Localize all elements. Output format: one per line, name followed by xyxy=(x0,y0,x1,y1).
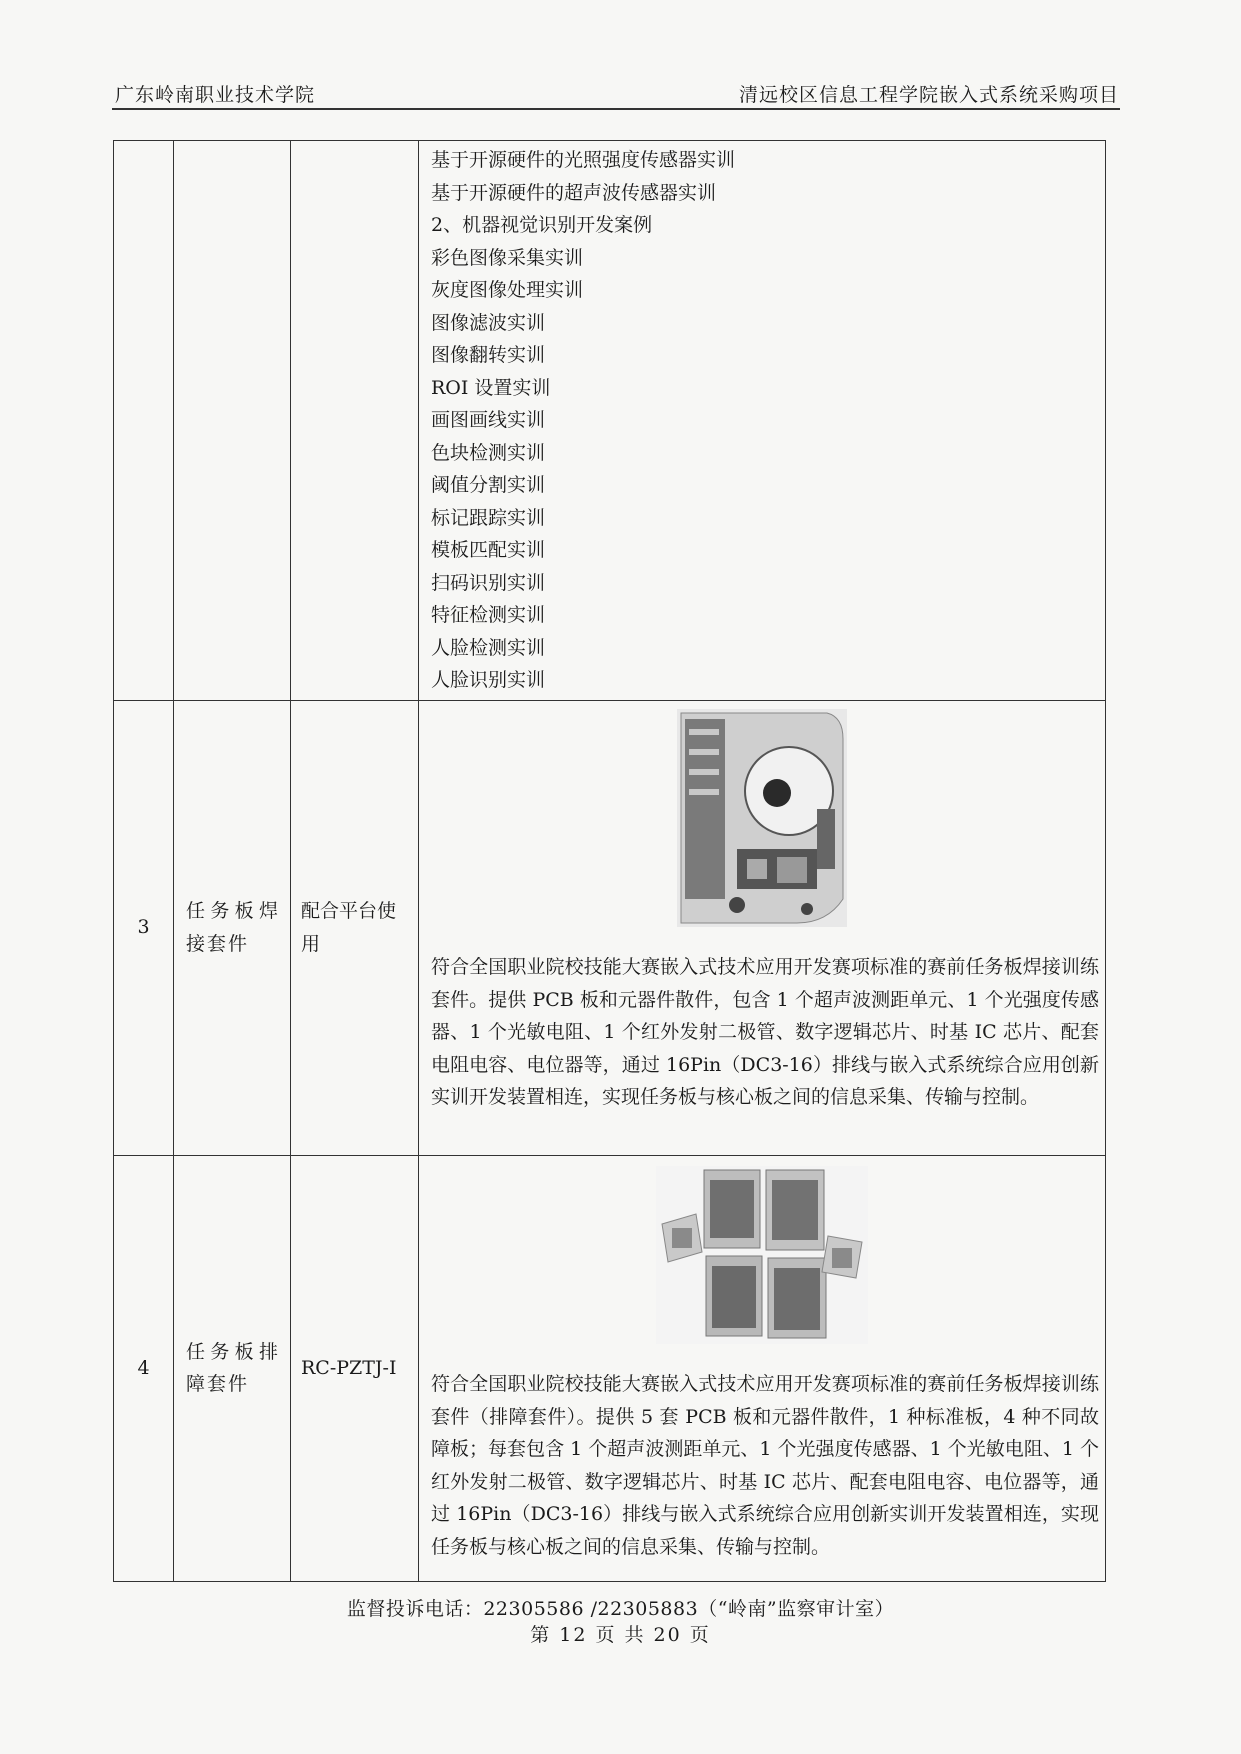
cell-no: 4 xyxy=(114,1155,174,1581)
list-item: 图像翻转实训 xyxy=(431,344,546,366)
cell-description xyxy=(419,141,1106,701)
item-name: 任务板焊接套件 xyxy=(186,900,280,955)
list-item: 彩色图像采集实训 xyxy=(431,246,584,269)
list-item: 灰度图像处理实训 xyxy=(431,279,584,301)
cell-model xyxy=(291,1155,419,1581)
cell-model xyxy=(291,141,419,701)
table-row-continued xyxy=(114,141,1106,701)
page-number: 第 12 页 共 20 页 xyxy=(530,1624,711,1646)
list-item: 人脸识别实训 xyxy=(431,669,546,691)
list-item: 图像滤波实训 xyxy=(431,311,546,334)
welding-kit-image xyxy=(677,709,847,927)
complaint-hotline: 监督投诉电话：22305586 /22305883（“岭南”监察审计室） xyxy=(346,1598,895,1620)
product-photo xyxy=(677,709,847,927)
item-model: RC-PZTJ-I xyxy=(301,1356,397,1379)
table-row xyxy=(114,700,1106,1155)
item-description: 符合全国职业院校技能大赛嵌入式技术应用开发赛项标准的赛前任务板焊接训练套件（排障套件）。提供 5 套 PCB 板和元器件散件，1 种标准板，4 种不同故障板；每套包含 1 个超声波测距单元、1 个光强度传感器、1 个光敏电阻、1 个红外发射二极管、数字逻辑芯片、时基 IC 芯片、配套电阻电容、电位器等，通过 16Pin（DC3-16）排线与嵌入式系统综合应用创新实训开发装置相连，实现任务板与核心板之间的信息采集、传输与控制。 xyxy=(431,1373,1099,1558)
list-item: 画图画线实训 xyxy=(431,409,546,431)
item-model: 配合平台使用 xyxy=(301,900,397,955)
list-item: 2、机器视觉识别开发案例 xyxy=(431,214,653,236)
list-item: 标记跟踪实训 xyxy=(431,506,546,529)
training-list xyxy=(419,141,1105,700)
list-item: 基于开源硬件的光照强度传感器实训 xyxy=(431,149,736,171)
product-photo xyxy=(656,1166,868,1344)
header-school-name: 广东岭南职业技术学院 xyxy=(115,84,316,106)
list-item: ROI 设置实训 xyxy=(431,376,551,399)
troubleshooting-kit-image xyxy=(656,1166,868,1344)
cell-name xyxy=(174,1155,291,1581)
cell-no: 3 xyxy=(114,700,174,1155)
list-item: 扫码识别实训 xyxy=(431,571,546,594)
header-project-title: 清远校区信息工程学院嵌入式系统采购项目 xyxy=(738,84,1119,106)
header-divider xyxy=(112,108,1120,110)
table-row xyxy=(114,1155,1106,1581)
cell-description xyxy=(419,700,1106,1155)
list-item: 特征检测实训 xyxy=(431,604,546,626)
list-item: 阈值分割实训 xyxy=(431,474,546,496)
item-description: 符合全国职业院校技能大赛嵌入式技术应用开发赛项标准的赛前任务板焊接训练套件。提供 PCB 板和元器件散件，包含 1 个超声波测距单元、1 个光强度传感器、1 个光敏电阻、1 个红外发射二极管、数字逻辑芯片、时基 IC 芯片、配套电阻电容、电位器等，通过 16Pin（DC3-16）排线与嵌入式系统综合应用创新实训开发装置相连，实现任务板与核心板之间的信息采集、传输与控制。 xyxy=(431,956,1099,1108)
list-item: 色块检测实训 xyxy=(431,441,546,464)
list-item: 模板匹配实训 xyxy=(431,539,546,561)
list-item: 人脸检测实训 xyxy=(431,636,546,659)
cell-name xyxy=(174,141,291,701)
item-name: 任务板排障套件 xyxy=(186,1340,280,1395)
spec-table xyxy=(113,140,1106,1582)
cell-no xyxy=(114,141,174,701)
cell-name xyxy=(174,700,291,1155)
list-item: 基于开源硬件的超声波传感器实训 xyxy=(431,181,717,204)
cell-model xyxy=(291,700,419,1155)
cell-description xyxy=(419,1155,1106,1581)
